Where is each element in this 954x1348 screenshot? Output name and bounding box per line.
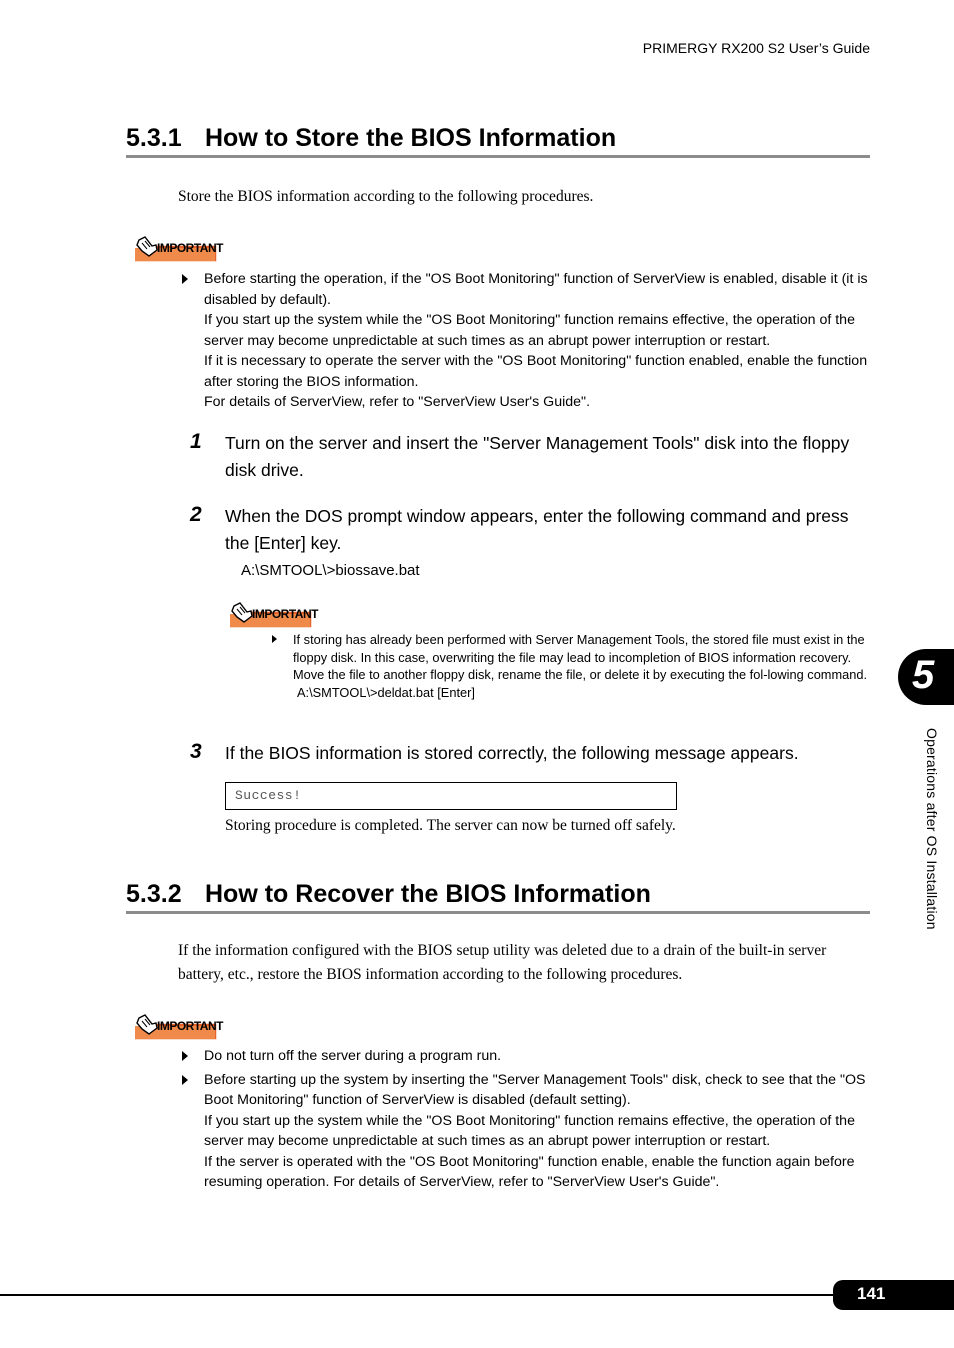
- step-result-text: Storing procedure is completed. The server can now be turned off safely.: [225, 817, 676, 834]
- list-item: [182, 269, 872, 413]
- section-number: 5.3.2: [126, 880, 182, 908]
- section-intro: Store the BIOS information according to the following procedures.: [178, 188, 594, 205]
- step-number: 2: [190, 503, 202, 526]
- section-heading-store: [126, 123, 870, 158]
- triangle-right-icon: [182, 1075, 188, 1085]
- important-list: [272, 631, 872, 701]
- section-heading-recover: [126, 879, 870, 914]
- list-item-text: Before starting the operation, if the "OS Boot Monitoring" function of ServerView is enabled, disable it (it is disabled by default).: [204, 271, 868, 308]
- step-text: When the DOS prompt window appears, enter the following command and press the [Enter] key.: [225, 506, 849, 553]
- command-text: A:\SMTOOL\>deldat.bat [Enter]: [297, 684, 475, 700]
- important-label: IMPORTANT: [157, 241, 223, 255]
- running-header: PRIMERGY RX200 S2 User’s Guide: [642, 40, 870, 56]
- important-label: IMPORTANT: [157, 1019, 223, 1033]
- triangle-right-icon: [182, 274, 188, 284]
- important-label: IMPORTANT: [252, 607, 318, 621]
- chapter-number: 5: [912, 653, 935, 697]
- triangle-right-icon: [272, 635, 277, 643]
- page-number: 141: [857, 1284, 886, 1303]
- list-item-text: If storing has already been performed with Server Management Tools, the stored file must exist in the floppy disk. In this case, overwriting the file may lead to incompletion of BIOS information recovery. Move the file to another floppy disk, rename the file, or delete it by executing the fol-lowing command.: [293, 632, 868, 682]
- important-list: [182, 1046, 872, 1193]
- page-number-box: [833, 1280, 954, 1310]
- list-item-text: Do not turn off the server during a program run.: [204, 1048, 502, 1064]
- section-title: How to Store the BIOS Information: [205, 124, 617, 152]
- important-badge: [133, 1014, 223, 1045]
- triangle-right-icon: [182, 1051, 188, 1061]
- list-item-text: Before starting up the system by inserting the "Server Management Tools" disk, check to see that the "OS Boot Monitoring" function of ServerView is disabled (default setting).: [204, 1071, 866, 1108]
- important-badge: [228, 602, 318, 633]
- important-badge: [133, 236, 223, 267]
- step-number: 1: [190, 430, 202, 453]
- section-number: 5.3.1: [126, 124, 182, 152]
- step-text: If the BIOS information is stored correctly, the following message appears.: [225, 743, 799, 763]
- section-intro: If the information configured with the BIOS setup utility was deleted due to a drain of the built-in server battery, etc., restore the BIOS information according to the following procedures.: [178, 942, 827, 983]
- list-item-text: If you start up the system while the "OS Boot Monitoring" function remains effective, the operation of the server may become unpredictable at such times as an abrupt power interruption or restart.: [204, 1112, 855, 1149]
- list-item-text: If the server is operated with the "OS Boot Monitoring" function enable, enable the function again before resuming operation. For details of ServerView, refer to "ServerView User's Guide".: [204, 1153, 855, 1190]
- command-text: A:\SMTOOL\>biossave.bat: [241, 562, 420, 579]
- section-title: How to Recover the BIOS Information: [205, 880, 651, 908]
- list-item: [272, 631, 872, 701]
- important-list: [182, 269, 872, 413]
- step-text: Turn on the server and insert the "Server Management Tools" disk into the floppy disk drive.: [225, 433, 850, 480]
- footer-rule: [0, 1294, 840, 1296]
- list-item-text: If it is necessary to operate the server with the "OS Boot Monitoring" function enabled, enable the function after storing the BIOS information.: [204, 353, 868, 390]
- chapter-side-label: Operations after OS Installation: [924, 728, 940, 930]
- message-box: [225, 782, 677, 810]
- message-text: Success!: [235, 788, 302, 803]
- list-item: [182, 1046, 872, 1067]
- list-item: [182, 1070, 872, 1193]
- step-number: 3: [190, 740, 202, 763]
- list-item-text: For details of ServerView, refer to "ServerView User's Guide".: [204, 394, 591, 410]
- chapter-tab: [898, 649, 954, 705]
- list-item-text: If you start up the system while the "OS Boot Monitoring" function remains effective, the operation of the server may become unpredictable at such times as an abrupt power interruption or restart.: [204, 312, 855, 349]
